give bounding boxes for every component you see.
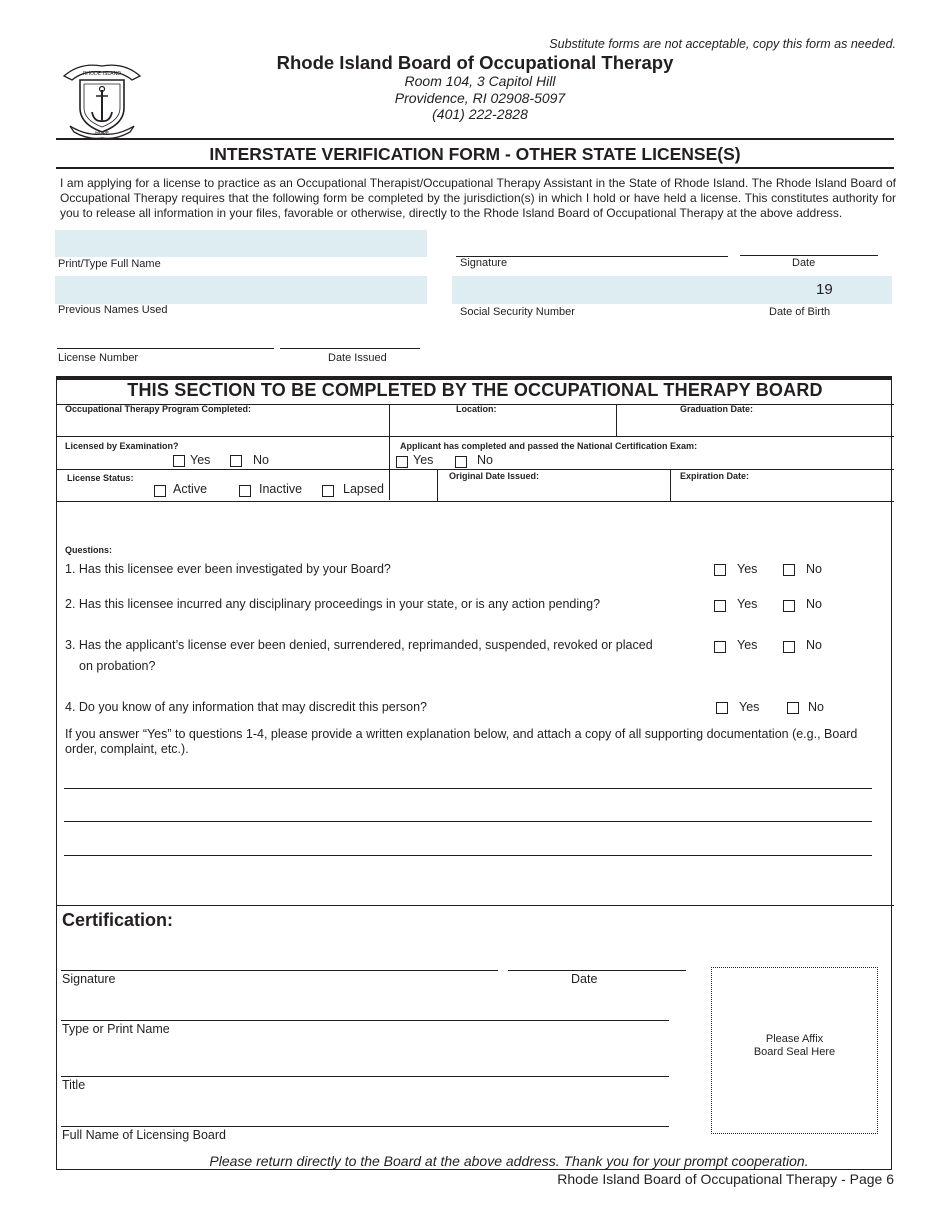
- question-3-continued: on probation?: [79, 659, 156, 673]
- q2-no-checkbox[interactable]: [783, 600, 795, 612]
- national-exam-label: Applicant has completed and passed the National Certification Exam:: [400, 441, 698, 451]
- svg-text:RHODE ISLAND: RHODE ISLAND: [82, 71, 122, 77]
- license-number-line[interactable]: [57, 348, 274, 349]
- certification-heading: Certification:: [62, 910, 174, 930]
- header-rule-bottom: [56, 167, 894, 169]
- license-status-label: License Status:: [67, 473, 134, 483]
- cert-date-label: Date: [571, 972, 598, 986]
- seal-text-line-1: Please Affix: [765, 1033, 824, 1045]
- location-label: Location:: [456, 404, 497, 414]
- question-4: 4. Do you know of any information that may discredit this person?: [65, 700, 427, 714]
- exam-yes-label: Yes: [190, 453, 211, 467]
- licensed-by-exam-label: Licensed by Examination?: [65, 441, 179, 451]
- q3-no-checkbox[interactable]: [783, 641, 795, 653]
- status-lapsed-checkbox[interactable]: [322, 485, 334, 497]
- graduation-date-label: Graduation Date:: [680, 404, 754, 414]
- exam-yes-checkbox[interactable]: [173, 455, 185, 467]
- previous-names-input[interactable]: [55, 276, 427, 304]
- cert-print-name-label: Type or Print Name: [62, 1022, 170, 1036]
- exam-no-checkbox[interactable]: [230, 455, 242, 467]
- header-rule-top: [56, 138, 894, 140]
- explanation-note: If you answer “Yes” to questions 1-4, please provide a written explanation below, and attach a copy of all supporting documentation (e.g., Board order, complaint, etc.).: [65, 727, 858, 756]
- explanation-line-3[interactable]: [64, 855, 872, 856]
- program-completed-label: Occupational Therapy Program Completed:: [65, 404, 252, 414]
- address-line-1: Room 104, 3 Capitol Hill: [404, 73, 556, 89]
- cert-board-name-label: Full Name of Licensing Board: [62, 1128, 226, 1142]
- exam-no-label: No: [253, 453, 269, 467]
- q2-yes-checkbox[interactable]: [714, 600, 726, 612]
- form-title: INTERSTATE VERIFICATION FORM - OTHER STATE LICENSE(S): [209, 144, 741, 164]
- cert-board-name-line[interactable]: [61, 1126, 669, 1127]
- q2-yes-label: Yes: [737, 597, 758, 611]
- question-1: 1. Has this licensee ever been investigated by your Board?: [65, 562, 391, 576]
- previous-names-label: Previous Names Used: [58, 304, 168, 316]
- seal-text-line-2: Board Seal Here: [753, 1046, 836, 1058]
- status-active-checkbox[interactable]: [154, 485, 166, 497]
- phone-number: (401) 222-2828: [432, 106, 528, 122]
- q3-no-label: No: [806, 638, 822, 652]
- question-2: 2. Has this licensee incurred any disciplinary proceedings in your state, or is any action pending?: [65, 597, 601, 611]
- cert-title-line[interactable]: [61, 1076, 669, 1077]
- dob-label: Date of Birth: [769, 306, 831, 318]
- status-lapsed-label: Lapsed: [343, 482, 385, 496]
- status-active-label: Active: [173, 482, 208, 496]
- applicant-date-label: Date: [792, 257, 816, 269]
- original-date-label: Original Date Issued:: [449, 471, 540, 481]
- status-inactive-label: Inactive: [259, 482, 303, 496]
- question-3: 3. Has the applicant’s license ever been denied, surrendered, reprimanded, suspended, revoked or placed: [65, 638, 653, 652]
- board-section-title: THIS SECTION TO BE COMPLETED BY THE OCCUPATIONAL THERAPY BOARD: [127, 380, 823, 400]
- page-label: Rhode Island Board of Occupational Therapy - Page 6: [557, 1171, 894, 1187]
- ssn-input[interactable]: [452, 276, 766, 304]
- full-name-label: Print/Type Full Name: [58, 258, 161, 270]
- q4-no-checkbox[interactable]: [787, 702, 799, 714]
- explanation-line-2[interactable]: [64, 821, 872, 822]
- q1-yes-checkbox[interactable]: [714, 564, 726, 576]
- national-exam-no-checkbox[interactable]: [455, 456, 467, 468]
- national-exam-yes-checkbox[interactable]: [396, 456, 408, 468]
- intro-paragraph: I am applying for a license to practice as an Occupational Therapist/Occupational Therapy Assistant in the State of Rhode Island. The Rhode Island Board of Occupational Therapy requires that the following form be completed by the jurisdiction(s) in which I hold or have held a license. This constitutes authority for you to release all information in your files, favorable or otherwise, directly to the Rhode Island Board of Occupational Therapy at the above address.: [60, 176, 896, 220]
- license-number-label: License Number: [58, 352, 139, 364]
- cert-print-name-line[interactable]: [61, 1020, 669, 1021]
- q4-yes-checkbox[interactable]: [716, 702, 728, 714]
- cert-signature-line[interactable]: [61, 970, 498, 971]
- svg-text:HOPE: HOPE: [95, 131, 109, 137]
- cert-date-line[interactable]: [508, 970, 686, 971]
- date-issued-label: Date Issued: [328, 352, 387, 364]
- cert-signature-label: Signature: [62, 972, 116, 986]
- national-exam-yes-label: Yes: [413, 453, 434, 467]
- expiration-date-label: Expiration Date:: [680, 471, 750, 481]
- q3-yes-checkbox[interactable]: [714, 641, 726, 653]
- address-line-2: Providence, RI 02908-5097: [394, 90, 566, 106]
- ssn-label: Social Security Number: [460, 306, 575, 318]
- full-name-input[interactable]: [55, 230, 427, 257]
- q4-no-label: No: [808, 700, 824, 714]
- q3-yes-label: Yes: [737, 638, 758, 652]
- dob-input[interactable]: 19: [766, 276, 892, 304]
- board-name: Rhode Island Board of Occupational Therapy: [276, 52, 674, 73]
- q4-yes-label: Yes: [739, 700, 760, 714]
- q1-yes-label: Yes: [737, 562, 758, 576]
- explanation-line-1[interactable]: [64, 788, 872, 789]
- copy-notice: Substitute forms are not acceptable, copy this form as needed.: [549, 37, 896, 51]
- national-exam-no-label: No: [477, 453, 493, 467]
- cert-title-label: Title: [62, 1078, 86, 1092]
- applicant-signature-label: Signature: [460, 257, 508, 269]
- q2-no-label: No: [806, 597, 822, 611]
- q1-no-checkbox[interactable]: [783, 564, 795, 576]
- questions-label: Questions:: [65, 545, 113, 555]
- applicant-date-line[interactable]: [740, 255, 878, 256]
- date-issued-line[interactable]: [280, 348, 420, 349]
- q1-no-label: No: [806, 562, 822, 576]
- status-inactive-checkbox[interactable]: [239, 485, 251, 497]
- return-note: Please return directly to the Board at the above address. Thank you for your prompt cooperation.: [209, 1153, 809, 1169]
